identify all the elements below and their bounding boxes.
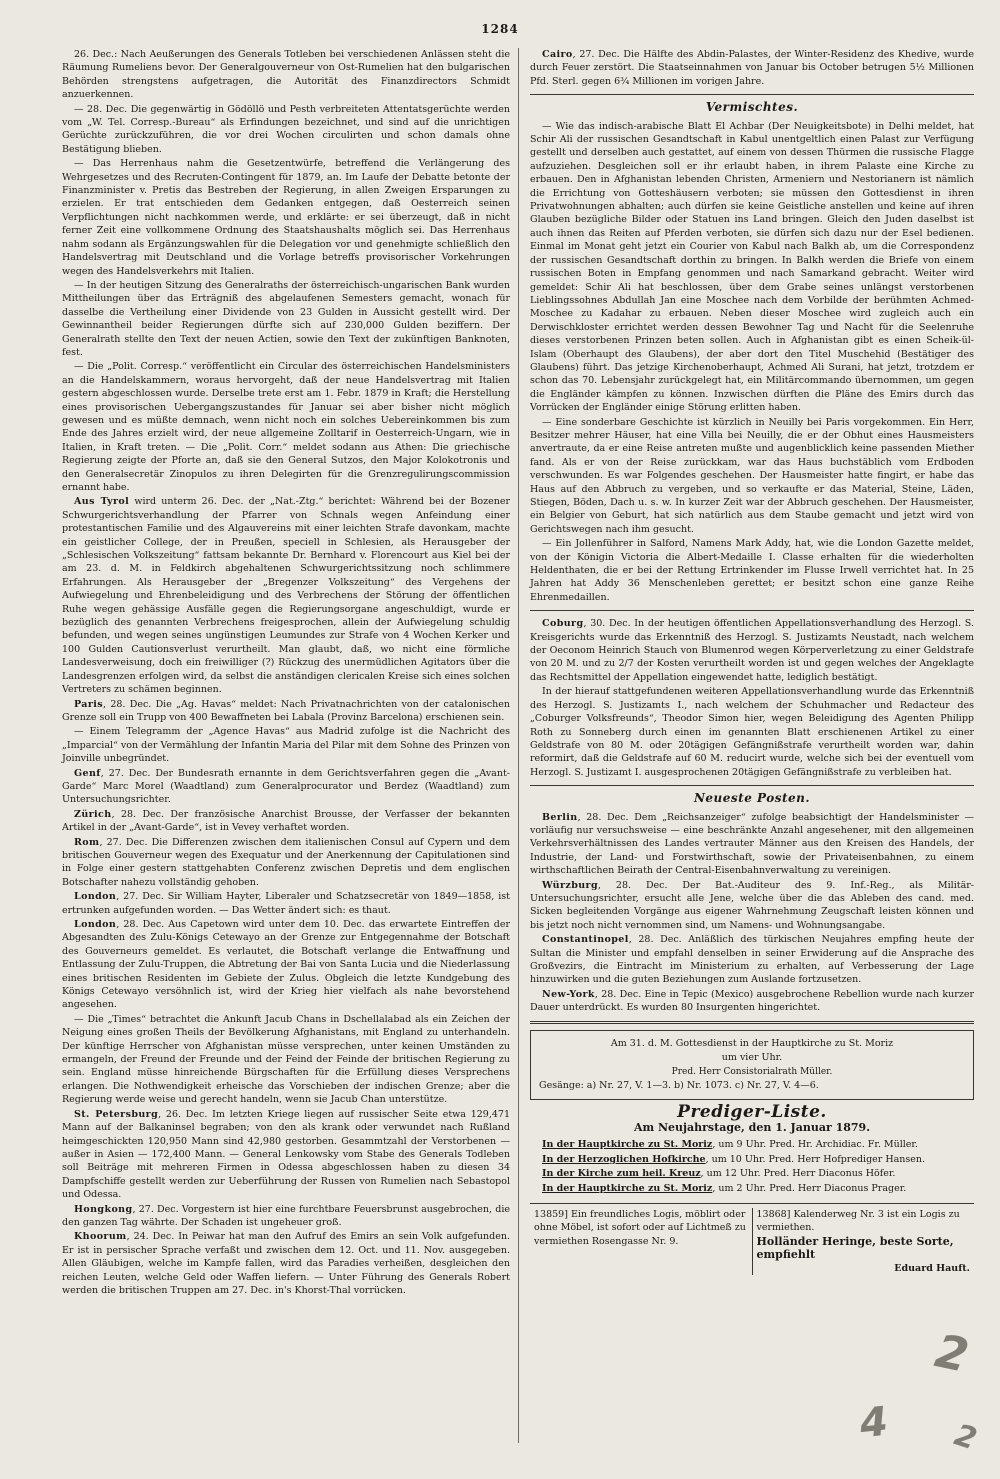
article-text: , 26. Dec. Im letzten Kriege liegen auf russischer Seite etwa 129,471 Mann auf der Balkaninsel begraben; von den als krank oder verwundet nach Rußland heimgeschickten 120,950 Mann sind 42,980 gestorben. Gesammtzahl der Verstorbenen — außer in Asien — 172,400 Mann. — General Lenkowsky vom Stabe des Generals Todleben soll Beiträge mit mehreren Firmen in Odessa abgeschlossen haben zu diesen 34 Dampfschiffe gestellt werden zur Ueberführung der Russen von Rumelien nach Sebastopol und Odessa.	[62, 1108, 510, 1201]
article-text: , 28. Dec. Die „Ag. Havas“ meldet: Nach Privatnachrichten von der catalonischen Grenze soll ein Trupp von 400 Bewaffneten bei Labala (Provinz Barcelona) erschienen sein.	[62, 698, 510, 723]
article-text: 26. Dec.: Nach Aeußerungen des Generals Totleben bei verschiedenen Anlässen steht die Räumung Rumeliens bevor. Der Generalgouverneur von Ost-Rumelien hat den bulgarischen Behörden strengstens aufgetragen, die Autorität des Finanzdirectors Schmidt anzuerkennen.	[62, 49, 510, 101]
news-article	[62, 890, 510, 917]
article-text: , 28. Dec. Eine in Tepic (Mexico) ausgebrochene Rebellion wurde nach kurzer Dauer unterdrückt. Es wurden 80 Insurgenten hingerichtet.	[530, 988, 974, 1014]
article-text: , 28. Dec. Der französische Anarchist Brousse, der Verfasser der bekannten Artikel in der „Avant-Garde“, ist in Vevey verhaftet worden.	[62, 808, 510, 834]
preacher-list-title: Prediger-Liste.	[677, 1101, 827, 1122]
article-text: — Eine sonderbare Geschichte ist kürzlich in Neuilly bei Paris vorgekommen. Ein Herr, Besitzer mehrer Häuser, hat eine Villa bei Neuilly, die er der Obhut eines Hausmeisters anvertraute, da er eine Reise antreten mußte und augenblicklich keine passenden Miether fand. Als er von der Reise zurückkam, war das Haus buchstäblich vom Erdboden verschwunden. Es war Folgendes geschehen. Der Hausmeister hatte fingirt, er habe das Haus auf den Abbruch zu vergeben, und so verkaufte er das Material, Steine, Läden, Stiegen, Böden, Dach u. s. w. In kurzer Zeit war der Abbruch geschehen. Der Hausmeister, ein Belgier von Geburt, hat sich natürlich aus dem Staube gemacht und jetzt wird von Gerichtswegen nach ihm gesucht.	[530, 416, 974, 535]
church-name: In der Hauptkirche zu St. Moriz	[542, 1139, 713, 1151]
article-text: , 28. Dec. Aus Capetown wird unter dem 10. Dec. das erwartete Eintreffen der Abgesandten des Zulu-Königs Cetewayo an der Grenze zur Entgegennahme der Botschaft des Gouverneurs gemeldet. Es verlautet, die Botschaft verlange die Entwaffnung und Entlassung der Zulu-Truppen, die Abtretung der Bai von Santa Lucia und die Niederlassung eines britischen Residenten im Gebiete der Zulus. Obgleich die letzte Kundgebung des Königs Cetewayo versöhnlich ist, wird der Krieg hier vielfach als nahe bevorstehend angesehen.	[62, 919, 510, 1011]
dateline-place: Würzburg	[542, 879, 598, 891]
court-report	[530, 617, 974, 684]
section-rule	[530, 785, 974, 786]
article-text: , 27. Dec. Sir William Hayter, Liberaler und Schatzsecretär von 1849—1858, ist ertrunken aufgefunden worden. — Das Wetter ändert sich: es thaut.	[62, 891, 510, 916]
pencil-annotation: 4	[857, 1398, 891, 1448]
news-article	[62, 1230, 510, 1297]
service-notice	[530, 1030, 974, 1100]
news-heading: Neueste Posten.	[693, 791, 811, 806]
service-details: , um 12 Uhr. Pred. Herr Diaconus Höfer.	[700, 1168, 896, 1180]
latest-news-item	[530, 933, 974, 987]
news-article	[62, 1203, 510, 1230]
service-line-2: um vier Uhr.	[721, 1051, 783, 1063]
coburg-section	[530, 617, 974, 779]
article-text: , 28. Dec. Dem „Reichsanzeiger“ zufolge beabsichtigt der Handelsminister — vorläufig nur versuchsweise — eine beschränkte Anzahl angesehener, mit den allgemeinen Verkehrsverhältnissen des Landes vertrauter Männer aus den Kreisen des Handels, der Industrie, der Land- und Forstwirthschaft, sowie der Privateisenbahnen, zu einem wirthschaftlichen Beirath der Central-Eisenbahnverwaltung zu vereinigen.	[530, 811, 974, 877]
column-rule	[518, 48, 519, 1443]
news-article	[62, 918, 510, 1012]
pencil-annotation: 2	[930, 1323, 974, 1383]
dateline-place: Zürich	[74, 808, 112, 820]
service-details: , um 9 Uhr. Pred. Hr. Archidiac. Fr. Müller.	[712, 1139, 918, 1151]
article-text: — Ein Jollenführer in Salford, Namens Mark Addy, hat, wie die London Gazette meldet, von der Königin Victoria die Albert-Medaille I. Classe erhalten für die wiederholten Heldenthaten, die er bei der Rettung Ertrinkender im Flusse Irwell verrichtet hat. In 25 Jahren hat Addy 36 Menschenleben gerettet; er besitzt schon eine ganze Reihe Ehrenmedaillen.	[530, 538, 974, 603]
right-top-news	[530, 48, 974, 88]
dateline-place: Khoorum	[74, 1231, 127, 1243]
section-rule	[530, 94, 974, 95]
news-article	[62, 1013, 510, 1107]
misc-heading: Vermischtes.	[705, 100, 799, 115]
classified-ads	[530, 1203, 974, 1275]
news-article	[62, 808, 510, 835]
dateline-place: Paris	[74, 698, 104, 710]
article-text: , 24. Dec. In Peiwar hat man den Aufruf des Emirs an sein Volk aufgefunden. Er ist in persischer Sprache verfaßt und zwischen dem 12. Oct. und 11. Nov. ausgegeben. Allen Gläubigen, welche im Kampfe fallen, wird das Paradies verheißen, desgleichen den reichen Leuten, welche Geld oder Waffen liefern. — Unter Führung des Generals Robert werden die britischen Truppen am 27. Dec. in's Khorst-Thal vorrücken.	[62, 1231, 510, 1296]
article-text: , 28. Dec. Der Bat.-Auditeur des 9. Inf.-Reg., als Militär-Untersuchungsrichter, ersucht alle Jene, welche über die das Ableben des cand. med. Sicken begleitenden Vorgänge aus eigener Wahrnehmung Zeugschaft leisten können und bis jetzt noch nicht vernommen sind, um Namens- und Wohnungsangabe.	[530, 879, 974, 931]
dateline-place: Constantinopel	[542, 934, 629, 946]
dateline-place: Aus Tyrol	[74, 496, 130, 508]
ad-logis-kalenderweg	[752, 1208, 975, 1275]
news-article	[62, 1108, 510, 1202]
misc-article	[530, 120, 974, 415]
news-article	[62, 698, 510, 725]
news-article	[530, 48, 974, 88]
ad-logis-rosengasse: 13859] Ein freundliches Logis, möblirt oder ohne Möbel, ist sofort oder auf Lichtmeß zu vermiethen Rosengasse Nr. 9.	[534, 1209, 746, 1247]
news-article	[62, 836, 510, 890]
news-article	[62, 725, 510, 765]
dateline-place: St. Petersburg	[74, 1108, 159, 1120]
misc-section	[530, 120, 974, 605]
latest-news-item	[530, 811, 974, 878]
preacher-list	[530, 1138, 974, 1195]
preacher-list-row	[530, 1182, 974, 1195]
news-article	[62, 48, 510, 102]
misc-article	[530, 416, 974, 537]
article-text: — Die „Polit. Corresp.“ veröffentlicht ein Circular des österreichischen Handelsministers an die Handelskammern, woraus hervorgeht, daß der neue Handelsvertrag mit Italien gestern abgeschlossen wurde. Derselbe trete erst am 1. Febr. 1879 in Kraft; die Herstellung eines provisorischen Uebergangszustandes für Januar sei aber bisher nicht möglich gewesen und es müßte demnach, wenn nicht noch ein solches Uebereinkommen bis zum Ende des Jahres erzielt wird, der neue allgemeine Zolltarif in Oesterreich-Ungarn, wie in Italien, in Kraft treten. — Die „Polit. Corr.“ meldet sodann aus Athen: Die griechische Regierung zeigte der Pforte an, daß sie den General Sutzos, den Major Kolokotronis und den Generalsecretär Zinopulos zu ihren Delegirten für die Grenzregulirungscommission ernannt habe.	[62, 361, 510, 493]
ad-text: 13868] Kalenderweg Nr. 3 ist ein Logis zu vermiethen.	[756, 1209, 960, 1234]
preacher-list-subtitle: Am Neujahrstage, den 1. Januar 1879.	[633, 1121, 871, 1135]
article-text: , 27. Dec. Vorgestern ist hier eine furchtbare Feuersbrunst ausgebrochen, die den ganzen Tag währte. Der Schaden ist ungeheuer groß.	[62, 1203, 510, 1228]
latest-news-item	[530, 988, 974, 1015]
section-rule	[530, 1021, 974, 1024]
news-article	[62, 360, 510, 494]
dateline-place: Hongkong	[74, 1203, 133, 1215]
article-text: — Einem Telegramm der „Agence Havas“ aus Madrid zufolge ist die Nachricht des „Imparcial“ von der Vermählung der Infantin Maria del Pilar mit dem Sohne des Prinzen von Joinville unbegründet.	[62, 726, 510, 765]
ad-signature: Eduard Hauft.	[894, 1262, 970, 1274]
page-number: 1284	[481, 22, 519, 36]
service-line-3: Pred. Herr Consistorialrath Müller.	[671, 1066, 833, 1077]
news-section	[530, 811, 974, 1015]
dateline-place: Berlin	[542, 811, 578, 823]
news-article	[62, 103, 510, 157]
article-text: In der hierauf stattgefundenen weiteren Appellationsverhandlung wurde das Erkenntniß des Herzogl. S. Justizamts I., nach welchem der Schuhmacher und Redacteur des „Coburger Volksfreunds“, Theodor Simon hier, wegen Beleidigung des Agenten Philipp Roth zu Sonneberg durch einen im genannten Blatt erschienenen Artikel zu einer Geldstrafe von 80 M. oder 20tägigen Gefängnißstrafe verurtheilt worden war, dahin reformirt, daß die Geldstrafe auf 60 M. reducirt wurde, welche sich bei der eventuell vom Herzogl. S. Justizamt I. ausgesprochenen 20tägigen Gefängnißstrafe zu verbleiben hat.	[530, 686, 974, 778]
article-text: — 28. Dec. Die gegenwärtig in Gödöllö und Pesth verbreiteten Attentatsgerüchte werden vom „W. Tel. Corresp.-Bureau“ als Erfindungen bezeichnet, und sind auf die unrichtigen Gerüchte zurückzuführen, die vor drei Wochen circulirten und schon damals ohne Bestätigung blieben.	[62, 103, 510, 155]
dateline-place: Cairo	[542, 49, 573, 60]
dateline-place: London	[74, 891, 117, 903]
article-text: , 30. Dec. In der heutigen öffentlichen Appellationsverhandlung des Herzogl. S. Kreisgerichts wurde das Erkenntniß des Herzogl. S. Justizamts Neustadt, nach welchem der Oeconom Heinrich Stauch von Blumenrod wegen Körperverletzung zu einer Geldstrafe von 20 M. und zu 2/7 der Kosten verurtheilt worden ist und gegen welches der Angeklagte das Rechtsmittel der Appellation eingewendet hatte, lediglich bestätigt.	[530, 618, 974, 683]
article-text: , 28. Dec. Anläßlich des türkischen Neujahres empfing heute der Sultan die Minister und empfahl denselben in seiner Erwiderung auf die Ansprache des Großvezirs, die Eintracht im Ministerium zu erhalten, auf Verbesserung der Lage hinzuwirken und die guten Beziehungen zum Auslande fortzusetzen.	[530, 934, 974, 986]
dateline-place: Coburg	[542, 618, 584, 630]
church-name: In der Kirche zum heil. Kreuz	[542, 1168, 701, 1180]
news-article	[62, 767, 510, 807]
news-article	[62, 157, 510, 278]
preacher-list-row	[530, 1153, 974, 1166]
article-text: — Das Herrenhaus nahm die Gesetzentwürfe, betreffend die Verlängerung des Wehrgesetzes und des Recruten-Contingent für 1879, an. Im Laufe der Debatte betonte der Finanzminister v. Pretis das Bestreben der Regierung, in allen Zweigen Ersparungen zu erzielen. Er trat entschieden dem Gedanken entgegen, daß Oesterreich seinen Verpflichtungen nicht nachkommen werde, und erklärte: er sei überzeugt, daß in nicht ferner Zeit eine vollkommene Ordnung des Staatshaushalts möglich sei. Das Herrenhaus nahm sodann als Ergänzungswahlen für die Delegation vor und genehmigte schließlich den Handelsvertrag mit Deutschland und die Vorlage betreffs provisorischer Vorkehrungen wegen des Handelsverkehrs mit Italien.	[62, 158, 510, 277]
ad-herring: Holländer Heringe, beste Sorte, empfiehlt	[756, 1234, 954, 1262]
right-column	[530, 48, 974, 1275]
article-text: wird unterm 26. Dec. der „Nat.-Ztg.“ berichtet: Während bei der Bozener Schwurgerichtsverhandlung der Pfarrer von Schnals wegen Anfeindung einer protestantischen Familie und des Algauvereins mit einer leichten Strafe davonkam, machte ein geistlicher College, der in Preußen, speciell in Schlesien, als Herausgeber der „Schlesischen Volkszeitung“ fattsam bekannte Dr. Bernhard v. Florencourt aus Kiel bei der am 23. d. M. in Feldkirch abgehaltenen Schwurgerichtssitzung noch schlimmere Erfahrungen. Als Herausgeber der „Bregenzer Volkszeitung“ des Vergehens der Aufwiegelung und Ehrenbeleidigung und des Verbrechens der Störung der öffentlichen Ruhe wegen gehässige Ausfälle gegen die Regierungsorgane angeschuldigt, wurde er bezüglich des genannten Verbrechens freigesprochen, allein der Aufwiegelung schuldig befunden, und wegen seines ungünstigen Leumundes zur Strafe von 4 Wochen Kerker und 100 Gulden Cautionsverlust verurtheilt. Man glaubt, daß, wo nicht eine förmliche Landesverweisung, doch ein freiwilliger (?) Rückzug des unermüdlichen Agitators über die Landesgrenzen erfolgen wird, da selbst die anständigen clericalen Kreise sich eines solchen Vertreters zu schämen beginnen.	[62, 496, 510, 696]
article-text: — Die „Times“ betrachtet die Ankunft Jacub Chans in Dschellalabad als ein Zeichen der Neigung eines großen Theils der Bevölkerung Afghanistans, mit England zu unterhandeln. Der künftige Herrscher von Afghanistan müsse versprechen, unter keinen Umständen zu ermangeln, der Freund der Freunde und der Feind der Feinde der britischen Regierung zu sein. England müsse hinreichende Bürgschaften für die Erfüllung dieses Versprechens erlangen. Die Nothwendigkeit erheische das Vorschieben der indischen Grenze; aber die Regierung werde weise und gerecht handeln, wenn sie Jacub Chan unterstütze.	[62, 1013, 510, 1106]
preacher-list-row	[530, 1167, 974, 1180]
article-text: — Wie das indisch-arabische Blatt El Achbar (Der Neuigkeitsbote) in Delhi meldet, hat Schir Ali der russischen Gesandtschaft in Kabul unentgeltlich einen Palast zur Verfügung gestellt und derselben auch gestattet, auf einem von dessen Thürmen die russische Flagge aufzuziehen. Desgleichen soll er ihr erlaubt haben, in ihrem Palaste eine Kirche zu erbauen. Den in Afghanistan lebenden Christen, Armeniern und Nestorianern ist nämlich die Errichtung von Gotteshäusern verboten; sie müssen den Gottesdienst in ihren Privatwohnungen abhalten; auch dürfen sie keine Geistliche anstellen und keine auf ihren Glauben bezügliche Bilder oder Statuen ins Land bringen. Gleich den Juden daselbst ist auch ihnen das Reiten auf Pferden verboten, sie dürfen sich dazu nur der Esel bedienen. Einmal im Monat geht jetzt ein Courier von Kabul nach Balkh ab, um die Correspondenz der russischen Gesandtschaft dorthin zu bringen. In Balkh werden die Briefe von einem russischen Boten in Empfang genommen und nach Samarkand gebracht. Weiter wird gemeldet: Schir Ali hat beschlossen, über dem Grabe seines unlängst verstorbenen Lieblingssohnes Abdullah Jan eine Moschee nach dem Vorbilde der berühmten Achmed-Moschee zu Kadahar zu erbauen. Neben dieser Moschee wird zugleich auch ein Derwischkloster errichtet werden dessen Bewohner Tag und Nacht für die Seelenruhe dieses verstorbenen Prinzen beten sollen. Auch in Afghanistan gibt es einen Scheik-ül-Islam (Oberhaupt des Glaubens), der aber dort den Titel Muschehid (Bestätiger des Glaubens) führt. Das jetzige Kirchenoberhaupt, Achmed Ali Surani, hat jetzt, trotzdem er schon das 70. Lebensjahr zurückgelegt hat, ein Militärcommando übernommen, um gegen die Engländer kämpfen zu können. Inzwischen dürften die Pläne des Emirs durch das Vorrücken der Engländer einige Störung erlitten haben.	[530, 120, 974, 414]
church-name: In der Herzoglichen Hofkirche	[542, 1153, 706, 1165]
dateline-place: London	[74, 919, 117, 930]
church-name: In der Hauptkirche zu St. Moriz	[542, 1182, 713, 1194]
latest-news-item	[530, 879, 974, 933]
section-rule	[530, 610, 974, 611]
left-column	[62, 48, 510, 1298]
article-text: , 27. Dec. Die Hälfte des Abdin-Palastes, der Winter-Residenz des Khedive, wurde durch Feuer zerstört. Die Staatseinnahmen von Januar bis October betrugen 5½ Millionen Pfd. Sterl. gegen 6¾ Millionen im vorigen Jahre.	[530, 49, 974, 87]
article-text: — In der heutigen Sitzung des Generalraths der österreichisch-ungarischen Bank wurden Mittheilungen über das Erträgniß des abgelaufenen Semesters gemacht, wonach für dasselbe die Vertheilung einer Dividende von 23 Gulden in Aussicht gestellt wird. Der Gewinnantheil beider Regierungen dürfte sich auf 230,000 Gulden beziffern. Der Generalrath stellte den Text der neuen Actien, sowie den Text der zukünftigen Banknoten, fest.	[62, 279, 510, 358]
preacher-list-row	[530, 1138, 974, 1151]
dateline-place: Rom	[74, 836, 100, 848]
news-article	[62, 495, 510, 696]
article-text: , 27. Dec. Der Bundesrath ernannte in dem Gerichtsverfahren gegen die „Avant-Garde“ Marc Morel (Waadtland) zum Generalprocurator und Berdez (Waadtland) zum Untersuchungsrichter.	[62, 767, 510, 806]
pencil-annotation: 2	[950, 1417, 981, 1458]
dateline-place: Genf	[74, 767, 101, 779]
article-text: , 27. Dec. Die Differenzen zwischen dem italienischen Consul auf Cypern und dem britischen Gouverneur wegen des Exequatur und der Anerkennung der Capitulationen sind in Folge einer gestern stattgehabten Conferenz zwischen Depretis und dem englischen Botschafter nahezu vollständig gehoben.	[62, 836, 510, 888]
court-report	[530, 685, 974, 779]
service-hymns: Gesänge: a) Nr. 27, V. 1—3. b) Nr. 1073. c) Nr. 27, V. 4—6.	[539, 1079, 819, 1091]
news-article	[62, 279, 510, 359]
service-details: , um 10 Uhr. Pred. Herr Hofprediger Hansen.	[705, 1153, 926, 1165]
misc-article	[530, 537, 974, 604]
dateline-place: New-York	[542, 988, 595, 1000]
service-details: , um 2 Uhr. Pred. Herr Diaconus Prager.	[712, 1182, 907, 1194]
service-line-1: Am 31. d. M. Gottesdienst in der Hauptkirche zu St. Moriz	[610, 1037, 894, 1049]
